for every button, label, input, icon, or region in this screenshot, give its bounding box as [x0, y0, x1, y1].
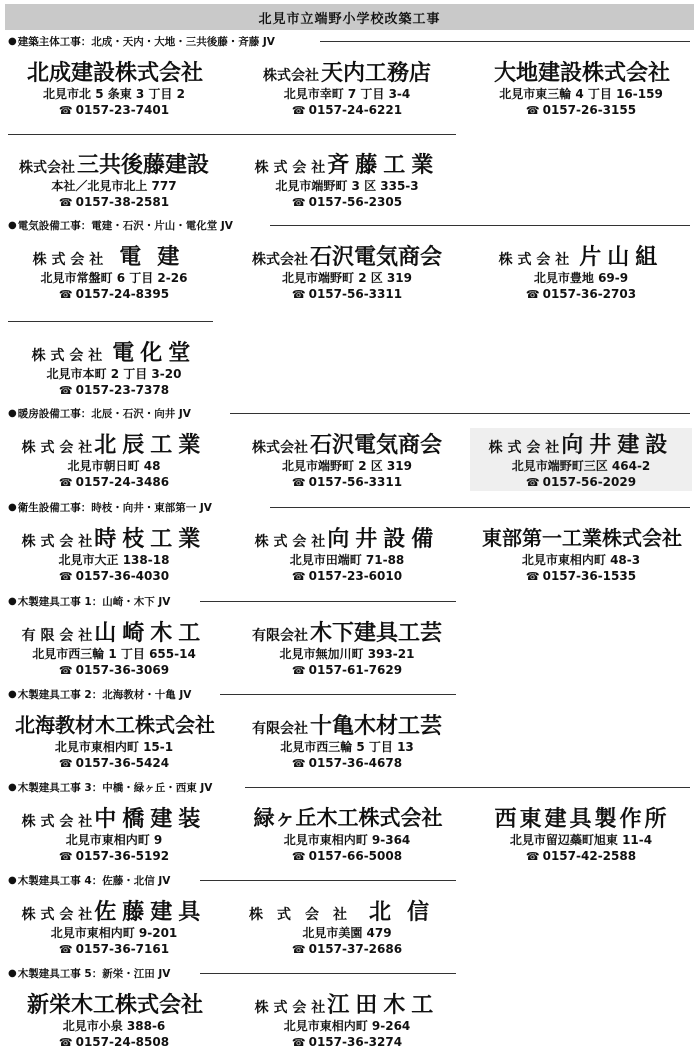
company-card [470, 428, 692, 491]
divider [200, 601, 456, 602]
divider [200, 973, 456, 974]
company-card [470, 56, 692, 119]
phone-icon: ☎ [291, 757, 306, 770]
divider [230, 413, 690, 414]
company-name: 有 限 会 社 山崎木工 [21, 621, 207, 646]
divider [245, 787, 690, 788]
company-address: 北見市美園 479 [302, 926, 392, 940]
company-card [236, 240, 458, 303]
company-card [470, 802, 692, 865]
phone-icon: ☎ [525, 476, 540, 489]
page-title: 北見市立端野小学校改築工事 [5, 4, 694, 30]
phone-icon: ☎ [58, 476, 73, 489]
company-name: 株式会社 天内工務店 [262, 61, 431, 86]
company-phone: ☎ 0157-36-4678 [291, 756, 403, 770]
company-card [3, 522, 225, 585]
company-address: 北見市端野町 3 区 335-3 [275, 179, 419, 193]
company-address: 北見市東相内町 48-3 [521, 553, 641, 567]
section-label-text: 建築主体工事：北成・天内・大地・三共後藤・斉藤 JV [17, 36, 275, 48]
company-address: 北見市東相内町 9-364 [283, 833, 411, 847]
company-card [3, 802, 225, 865]
company-address: 北見市西三輪 1 丁目 655-14 [32, 647, 196, 661]
bullet-icon: ● [8, 502, 17, 513]
section-label-text: 木製建具工事 2：北海教材・十亀 JV [17, 689, 192, 701]
company-name: 株 式 会 社 中橋建装 [21, 807, 207, 832]
company-phone: ☎ 0157-56-2029 [525, 475, 637, 489]
company-phone: ☎ 0157-37-2686 [291, 942, 403, 956]
bullet-icon: ● [8, 36, 17, 47]
company-name: 大地建設株式会社 [493, 61, 670, 86]
company-phone: ☎ 0157-56-3311 [291, 287, 403, 301]
phone-icon: ☎ [58, 664, 73, 677]
company-card [3, 988, 225, 1051]
divider [270, 507, 690, 508]
company-address: 本社／北見市北上 777 [51, 179, 177, 193]
company-card [236, 428, 458, 491]
company-address: 北見市豊地 69-9 [533, 271, 629, 285]
company-address: 北見市本町 2 丁目 3-20 [46, 367, 182, 381]
company-phone: ☎ 0157-66-5008 [291, 849, 403, 863]
company-name: 株 式 会 社 向井建設 [488, 433, 674, 458]
company-name: 有限会社 十亀木材工芸 [251, 714, 442, 739]
phone-icon: ☎ [58, 1036, 73, 1049]
company-address: 北見市無加川町 393-21 [279, 647, 415, 661]
company-phone: ☎ 0157-36-4030 [58, 569, 170, 583]
bullet-icon: ● [8, 968, 17, 979]
phone-icon: ☎ [58, 288, 73, 301]
company-name: 株 式 会 社 北辰工業 [21, 433, 207, 458]
company-card [3, 616, 225, 679]
company-phone: ☎ 0157-36-1535 [525, 569, 637, 583]
company-phone: ☎ 0157-38-2581 [58, 195, 170, 209]
company-name: 北海教材木工株式会社 [15, 713, 215, 737]
company-name: 東部第一工業株式会社 [482, 526, 682, 550]
company-card [3, 148, 225, 211]
company-name: 有限会社 木下建具工芸 [251, 621, 442, 646]
phone-icon: ☎ [291, 570, 306, 583]
company-name: 緑ヶ丘木工株式会社 [253, 806, 443, 830]
company-name: 北成建設株式会社 [26, 61, 203, 86]
section-label-text: 木製建具工事 4：佐藤・北信 JV [17, 875, 171, 887]
phone-icon: ☎ [291, 476, 306, 489]
company-card [3, 240, 225, 303]
company-name: 株 式 会 社 佐藤建具 [21, 900, 207, 925]
section-label-text: 木製建具工事 1：山崎・木下 JV [17, 596, 171, 608]
company-address: 北見市東三輪 4 丁目 16-159 [499, 87, 663, 101]
company-card [236, 616, 458, 679]
company-card [3, 336, 225, 399]
divider [200, 880, 456, 881]
company-name: 株式会社 三共後藤建設 [18, 153, 209, 178]
company-address: 北見市端野町 2 区 319 [282, 271, 412, 285]
company-name: 株 式 会 社 斉藤工業 [254, 153, 440, 178]
section-label [8, 780, 212, 795]
phone-icon: ☎ [291, 1036, 306, 1049]
section-label-text: 暖房設備工事：北辰・石沢・向井 JV [17, 408, 191, 420]
company-name: 株式会社 石沢電気商会 [251, 433, 442, 458]
company-name: 西東建具製作所 [494, 807, 670, 832]
company-address: 北見市留辺蘂町旭東 11-4 [509, 833, 653, 847]
phone-icon: ☎ [58, 943, 73, 956]
bullet-icon: ● [8, 220, 17, 231]
company-address: 北見市東相内町 9 [65, 833, 163, 847]
company-address: 北見市常盤町 6 丁目 2-26 [40, 271, 188, 285]
phone-icon: ☎ [291, 664, 306, 677]
company-name: 株 式 会 社 電建 [32, 245, 196, 270]
company-address: 北見市小泉 388-6 [62, 1019, 166, 1033]
company-phone: ☎ 0157-36-3274 [291, 1035, 403, 1049]
company-phone: ☎ 0157-26-3155 [525, 103, 637, 117]
company-card [236, 522, 458, 585]
phone-icon: ☎ [291, 196, 306, 209]
company-card [3, 428, 225, 491]
phone-icon: ☎ [291, 104, 306, 117]
company-name: 新栄木工株式会社 [26, 993, 203, 1018]
phone-icon: ☎ [525, 288, 540, 301]
phone-icon: ☎ [291, 943, 306, 956]
company-phone: ☎ 0157-24-8508 [58, 1035, 170, 1049]
company-phone: ☎ 0157-36-3069 [58, 663, 170, 677]
company-address: 北見市東相内町 9-201 [50, 926, 178, 940]
bullet-icon: ● [8, 408, 17, 419]
company-card [236, 709, 458, 772]
company-card [3, 56, 225, 119]
section-label [8, 406, 191, 421]
company-phone: ☎ 0157-56-3311 [291, 475, 403, 489]
company-phone: ☎ 0157-23-6010 [291, 569, 403, 583]
divider [220, 694, 456, 695]
phone-icon: ☎ [58, 384, 73, 397]
section-label-text: 衛生設備工事：時枝・向井・東部第一 JV [17, 502, 212, 514]
company-phone: ☎ 0157-36-5192 [58, 849, 170, 863]
company-phone: ☎ 0157-24-8395 [58, 287, 170, 301]
section-label [8, 966, 170, 981]
section-label [8, 218, 233, 233]
phone-icon: ☎ [525, 570, 540, 583]
company-address: 北見市東相内町 9-264 [283, 1019, 411, 1033]
company-phone: ☎ 0157-23-7378 [58, 383, 170, 397]
bullet-icon: ● [8, 689, 17, 700]
bullet-icon: ● [8, 782, 17, 793]
divider [270, 225, 690, 226]
company-address: 北見市端野町三区 464-2 [511, 459, 651, 473]
section-label-text: 電気設備工事：電建・石沢・片山・電化堂 JV [17, 220, 233, 232]
company-address: 北見市北 5 条東 3 丁目 2 [43, 87, 185, 101]
company-name: 株 式 会 社 向井設備 [254, 527, 440, 552]
company-phone: ☎ 0157-36-2703 [525, 287, 637, 301]
section-label [8, 34, 275, 49]
company-phone: ☎ 0157-56-2305 [291, 195, 403, 209]
company-card [236, 802, 458, 865]
company-phone: ☎ 0157-24-6221 [291, 103, 403, 117]
phone-icon: ☎ [58, 570, 73, 583]
company-name: 株 式 会 社 時枝工業 [21, 527, 207, 552]
phone-icon: ☎ [525, 850, 540, 863]
company-phone: ☎ 0157-24-3486 [58, 475, 170, 489]
phone-icon: ☎ [525, 104, 540, 117]
divider [320, 41, 690, 42]
company-address: 北見市田端町 71-88 [289, 553, 405, 567]
bullet-icon: ● [8, 596, 17, 607]
company-phone: ☎ 0157-61-7629 [291, 663, 403, 677]
phone-icon: ☎ [58, 104, 73, 117]
company-card [3, 709, 225, 772]
company-name: 株 式 会 社 片山組 [498, 245, 664, 270]
company-card [470, 522, 692, 585]
phone-icon: ☎ [291, 850, 306, 863]
section-label [8, 594, 170, 609]
company-address: 北見市大正 138-18 [58, 553, 170, 567]
company-card [236, 56, 458, 119]
company-address: 北見市西三輪 5 丁目 13 [280, 740, 414, 754]
section-label-text: 木製建具工事 3：中橋・緑ヶ丘・西東 JV [17, 782, 213, 794]
company-name: 株式会社 石沢電気商会 [251, 245, 442, 270]
phone-icon: ☎ [58, 757, 73, 770]
company-card [470, 240, 692, 303]
company-address: 北見市東相内町 15-1 [54, 740, 174, 754]
bullet-icon: ● [8, 875, 17, 886]
company-card [236, 988, 458, 1051]
company-card [236, 895, 458, 958]
phone-icon: ☎ [58, 850, 73, 863]
company-card [3, 895, 225, 958]
section-label-text: 木製建具工事 5：新栄・江田 JV [17, 968, 171, 980]
phone-icon: ☎ [58, 196, 73, 209]
section-label [8, 500, 212, 515]
company-phone: ☎ 0157-36-7161 [58, 942, 170, 956]
company-phone: ☎ 0157-23-7401 [58, 103, 170, 117]
section-label [8, 687, 191, 702]
company-name: 株 式 会 社 電化堂 [31, 341, 197, 366]
company-address: 北見市端野町 2 区 319 [282, 459, 412, 473]
divider [8, 321, 213, 322]
company-phone: ☎ 0157-36-5424 [58, 756, 170, 770]
company-card [236, 148, 458, 211]
company-address: 北見市朝日町 48 [67, 459, 161, 473]
divider [8, 134, 456, 135]
company-name: 株 式 会 社 北信 [248, 900, 445, 925]
company-phone: ☎ 0157-42-2588 [525, 849, 637, 863]
section-label [8, 873, 170, 888]
company-address: 北見市幸町 7 丁目 3-4 [283, 87, 411, 101]
company-name: 株 式 会 社 江田木工 [254, 993, 440, 1018]
phone-icon: ☎ [291, 288, 306, 301]
